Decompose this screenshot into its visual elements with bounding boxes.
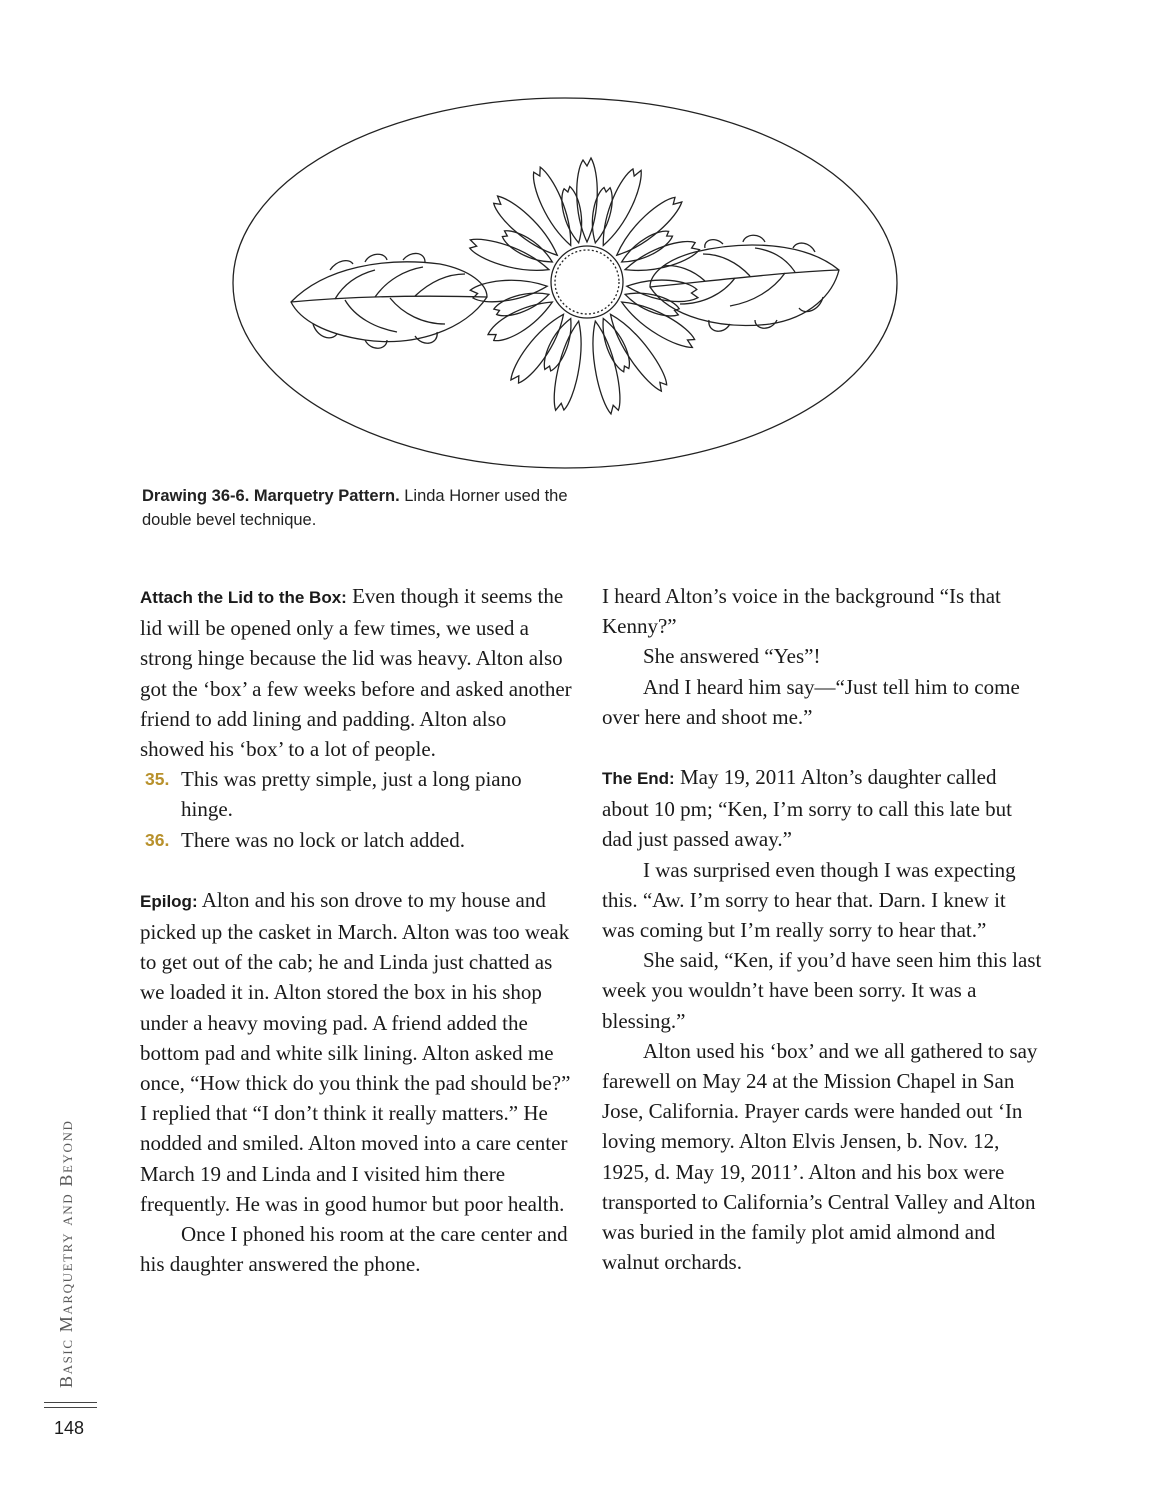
run-in-heading-attach-lid: Attach the Lid to the Box: — [140, 588, 347, 607]
left-column — [140, 581, 572, 1279]
paragraph-text: Even though it seems the lid will be opened only a few times, we used a strong hinge because the lid was heavy. Alton also got the ‘box’ a few weeks before and asked another friend to add lining and padding. Alton also showed his ‘box’ to a lot of people. — [140, 584, 572, 762]
running-section-label: Basic Marquetry and Beyond — [56, 1119, 76, 1388]
paragraph-text: Alton and his son drove to my house and picked up the casket in March. Alton was too weak to get out of the cab; he and Linda just chatted as we loaded it in. Alton stored the box in his shop under a heavy moving pad. A friend added the bottom pad and white silk lining. Alton asked me once, “How thick do you think the pad should be?” I replied that “I don’t think it really matters.” He nodded and smiled. Alton moved into a care center March 19 and Linda and I visited him there frequently. He was in good humor but poor health. — [140, 887, 571, 1216]
paragraph: And I heard him say—“Just tell him to come over here and shoot me.” — [602, 674, 1020, 729]
paragraph: I heard Alton’s voice in the background “Is that Kenny?” — [602, 584, 1001, 639]
marquetry-pattern-drawing — [225, 92, 905, 474]
folio-rule — [44, 1402, 97, 1403]
right-leaf — [650, 235, 839, 331]
paragraph-epilog — [140, 885, 572, 1219]
folio-rule — [44, 1407, 97, 1408]
run-in-heading-the-end: The End: — [602, 769, 675, 789]
step-text: There was no lock or latch added. — [181, 827, 465, 852]
paragraph: I was surprised even though I was expecting this. “Aw. I’m sorry to hear that. Darn. I knew it was coming but I’m really sorry to hear that.” — [602, 857, 1016, 943]
step-text: This was pretty simple, just a long piano hinge. — [181, 767, 522, 822]
paragraph: Alton used his ‘box’ and we all gathered to say farewell on May 24 at the Mission Chapel in San Jose, California. Prayer cards were handed out ‘In loving memory. Alton Elvis Jensen, b. Nov. 12, 1925, d. May 19, 2011’. Alton and his box were transported to California’s Central Valley and Alton was buried in the family plot amid almond and walnut orchards. — [602, 1038, 1038, 1275]
caption-text: Linda Horner used the double bevel technique. — [142, 487, 568, 529]
paragraph: She said, “Ken, if you’d have seen him this last week you wouldn’t have been sorry. It was a blessing.” — [602, 948, 1042, 1033]
page-number: 148 — [54, 1418, 85, 1438]
figure-caption — [142, 484, 582, 532]
step-number: 35. — [145, 769, 170, 790]
paragraph-phone: Once I phoned his room at the care center and his daughter answered the phone. — [140, 1222, 568, 1277]
paragraph-the-end — [602, 762, 1042, 855]
right-column — [602, 581, 1042, 1277]
paragraph-text: May 19, 2011 Alton’s daughter called about 10 pm; “Ken, I’m sorry to call this late but dad just passed away.” — [602, 765, 1012, 852]
step-item — [140, 764, 572, 824]
paragraph: She answered “Yes”! — [643, 644, 821, 669]
step-number: 36. — [145, 829, 170, 850]
run-in-heading-epilog: Epilog: — [140, 891, 198, 911]
step-item — [140, 825, 572, 855]
caption-label: Drawing 36-6. Marquetry Pattern. — [142, 487, 400, 505]
flower-center — [551, 246, 623, 318]
left-leaf — [291, 253, 487, 348]
paragraph-attach-lid — [140, 581, 572, 764]
